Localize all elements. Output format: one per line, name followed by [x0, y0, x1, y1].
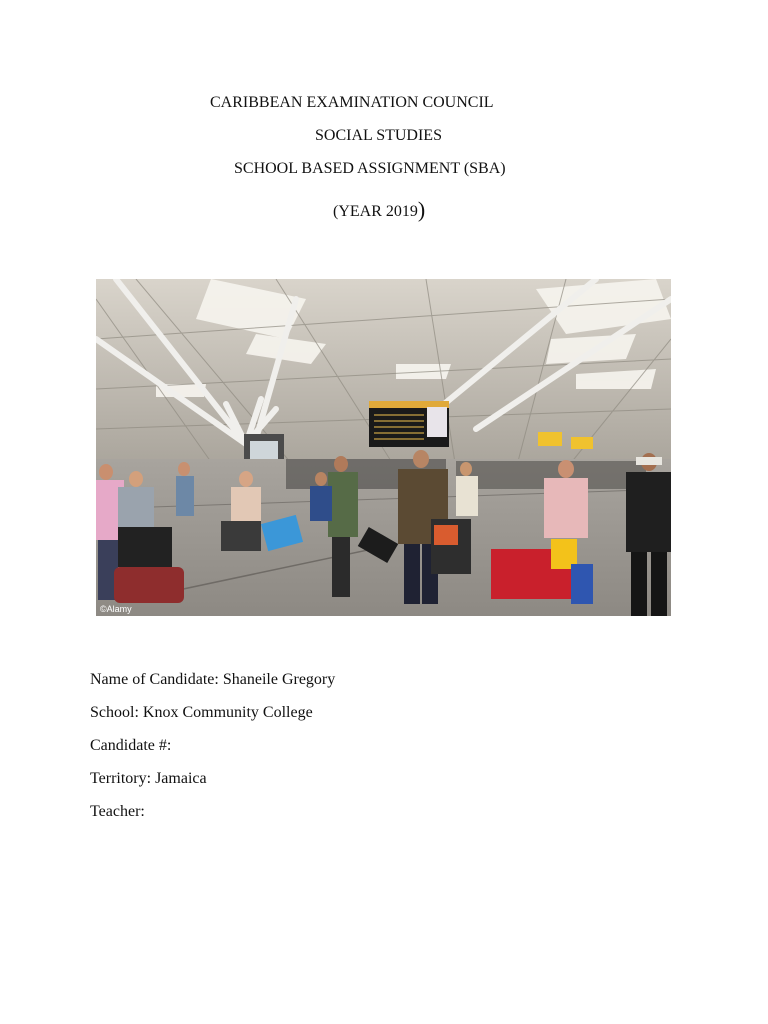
school-value: Knox Community College: [142, 704, 313, 721]
school-label: School:: [90, 704, 139, 721]
territory-value: Jamaica: [155, 770, 207, 787]
airport-photo: [96, 279, 671, 616]
territory-line: [90, 769, 207, 789]
teacher-label: Teacher:: [90, 803, 145, 820]
school-line: [90, 703, 313, 723]
candidate-name-line: [90, 670, 335, 690]
assignment-title: SCHOOL BASED ASSIGNMENT (SBA): [234, 160, 506, 177]
candidate-number-label: Candidate #:: [90, 737, 172, 754]
year-title: [333, 199, 425, 222]
subject-title: SOCIAL STUDIES: [315, 127, 442, 144]
photo-watermark: ©Alamy: [100, 604, 132, 614]
candidate-name-value: Shaneile Gregory: [222, 671, 336, 688]
territory-label: Territory:: [90, 770, 152, 787]
council-title: CARIBBEAN EXAMINATION COUNCIL: [210, 94, 494, 111]
year-close-paren: ): [417, 197, 426, 222]
year-text: (YEAR 2019: [333, 203, 418, 220]
candidate-name-label: Name of Candidate:: [90, 671, 219, 688]
teacher-line: [90, 802, 145, 822]
candidate-number-line: [90, 736, 171, 756]
